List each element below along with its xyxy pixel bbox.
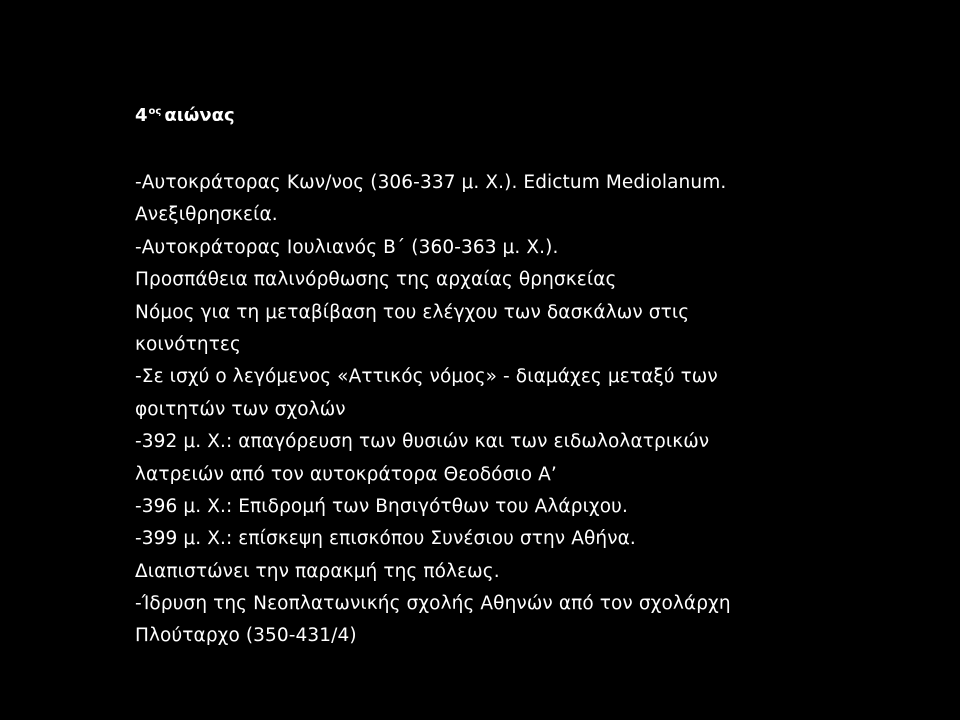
text-line: Πλούταρχο (350-431/4) bbox=[135, 625, 357, 647]
text-line: -Ίδρυση της Νεοπλατωνικής σχολής Αθηνών από τον σχολάρχη bbox=[135, 593, 731, 615]
heading-spacer bbox=[135, 132, 935, 167]
text-line: Προσπάθεια παλινόρθωσης της αρχαίας θρησκείας bbox=[135, 269, 617, 291]
text-line: φοιτητών των σχολών bbox=[135, 398, 346, 420]
text-line: -Αυτοκράτορας Κων/νος (306-337 μ. Χ.). Edictum Mediolanum. bbox=[135, 172, 727, 193]
text-line: -392 μ. Χ.: απαγόρευση των θυσιών και των ειδωλολατρικών bbox=[135, 431, 710, 453]
text-line: κοινότητες bbox=[135, 333, 241, 355]
heading-number: 4 bbox=[135, 105, 148, 126]
heading-word: αιώνας bbox=[164, 105, 235, 126]
slide-text-block bbox=[135, 100, 935, 653]
text-line: -Αυτοκράτορας Ιουλιανός Β΄ (360-363 μ. Χ.). bbox=[135, 236, 559, 258]
slide-heading bbox=[135, 100, 935, 132]
text-line: Ανεξιθρησκεία. bbox=[135, 204, 278, 226]
text-line: -396 μ. Χ.: Επιδρομή των Βησιγότθων του Αλάριχου. bbox=[135, 495, 628, 517]
text-line: -399 μ. Χ.: επίσκεψη επισκόπου Συνέσιου στην Αθήνα. bbox=[135, 528, 636, 550]
text-line: λατρειών από τον αυτοκράτορα Θεοδόσιο Α’ bbox=[135, 463, 557, 485]
text-line: -Σε ισχύ ο λεγόμενος «Αττικός νόμος» - διαμάχες μεταξύ των bbox=[135, 366, 718, 388]
heading-ordinal-suffix: ος bbox=[148, 106, 162, 117]
text-line: Νόμος για τη μεταβίβαση του ελέγχου των δασκάλων στις bbox=[135, 301, 690, 323]
text-line: Διαπιστώνει την παρακμή της πόλεως. bbox=[135, 560, 500, 582]
